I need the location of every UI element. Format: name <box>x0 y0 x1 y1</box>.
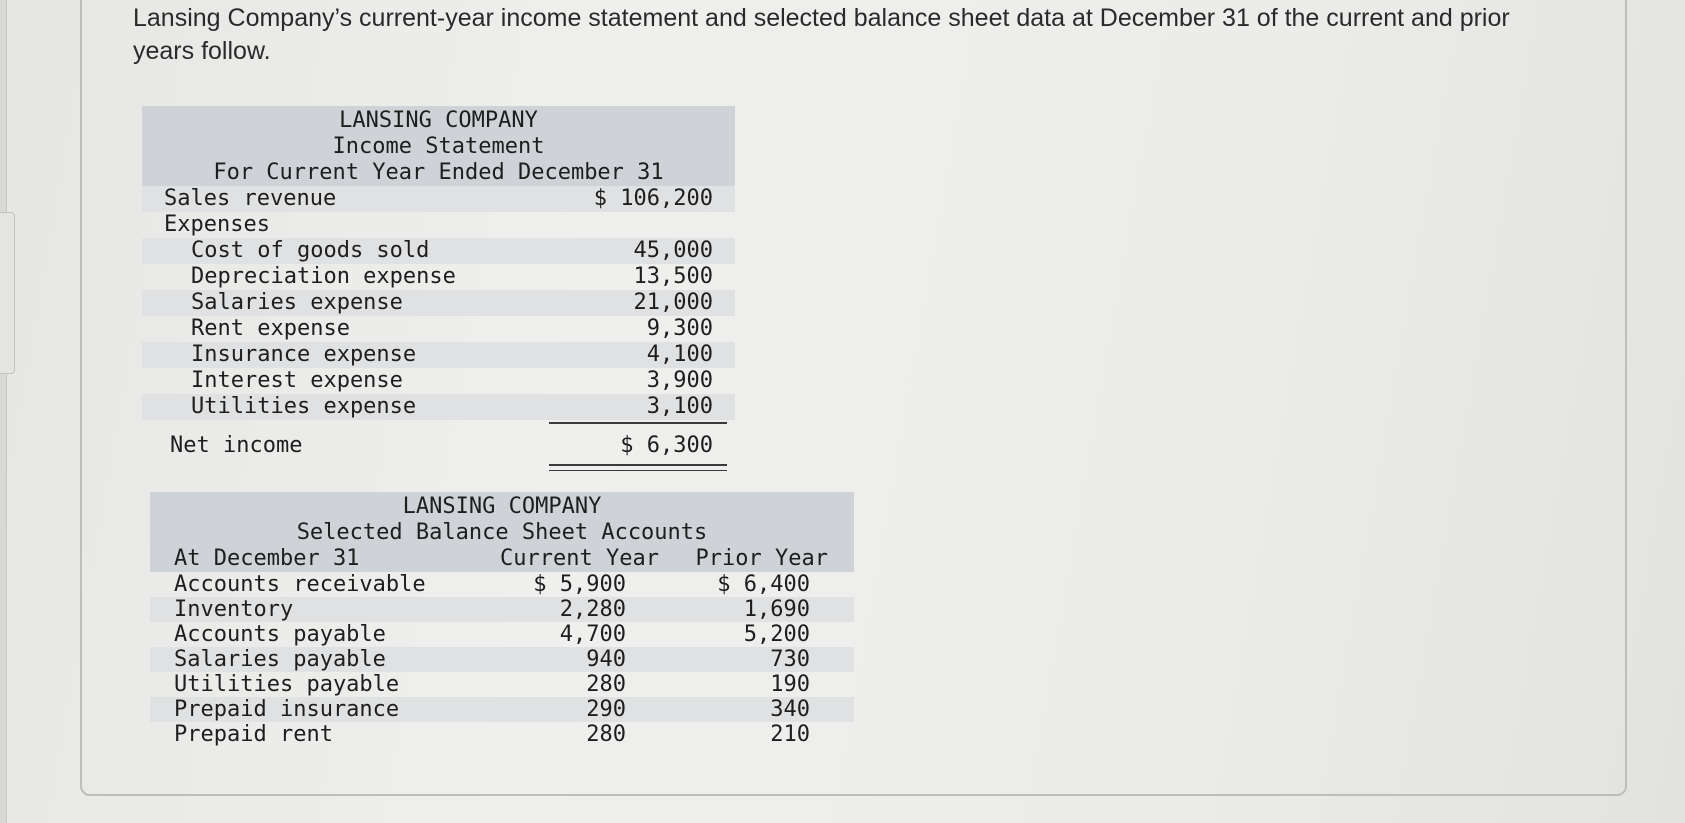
income-statement-title: Income Statement <box>332 134 545 159</box>
balance-sheet-row <box>150 597 854 622</box>
income-statement-table <box>142 106 735 470</box>
balance-sheet-header <box>150 492 854 546</box>
prior-year-value: 340 <box>770 697 810 722</box>
intro-text: Lansing Company’s current-year income statement and selected balance sheet data at December 31 of the current and prior years follow. <box>133 4 1510 65</box>
prior-year-value: 190 <box>770 672 810 697</box>
col-header-prior-year: Prior Year <box>695 546 828 571</box>
col-header-date: At December 31 <box>174 546 360 571</box>
expense-label: Cost of goods sold <box>191 238 430 263</box>
prior-year-value: 1,690 <box>743 597 810 622</box>
current-year-value: 280 <box>586 672 626 697</box>
current-year-value: 2,280 <box>559 597 626 622</box>
account-label: Utilities payable <box>174 672 400 697</box>
left-side-tab <box>0 212 15 374</box>
expense-row <box>142 238 735 264</box>
expense-row <box>142 316 735 342</box>
total-rule-row <box>142 464 735 470</box>
expense-row <box>142 394 735 420</box>
current-year-value: $ 5,900 <box>533 572 626 597</box>
expense-value: 3,100 <box>646 394 713 419</box>
prior-year-value: 5,200 <box>743 622 810 647</box>
account-label: Accounts payable <box>174 622 386 647</box>
balance-sheet-table <box>150 492 854 747</box>
subtotal-rule <box>549 422 727 424</box>
expense-row <box>142 368 735 394</box>
current-year-value: 940 <box>586 647 626 672</box>
expense-row <box>142 264 735 290</box>
balance-sheet-row <box>150 647 854 672</box>
balance-sheet-row <box>150 697 854 722</box>
balance-sheet-title: Selected Balance Sheet Accounts <box>296 520 708 545</box>
expense-label: Depreciation expense <box>191 264 456 289</box>
account-label: Prepaid insurance <box>174 697 400 722</box>
prior-year-value: $ 6,400 <box>717 572 810 597</box>
left-edge <box>0 0 7 823</box>
current-year-value: 4,700 <box>559 622 626 647</box>
expense-label: Interest expense <box>191 368 403 393</box>
sales-revenue-row <box>142 186 735 212</box>
expense-value: 3,900 <box>646 368 713 393</box>
account-label: Salaries payable <box>174 647 386 672</box>
income-statement-company: LANSING COMPANY <box>339 108 538 133</box>
expense-value: 21,000 <box>633 290 713 315</box>
expense-value: 45,000 <box>633 238 713 263</box>
expenses-label: Expenses <box>164 212 270 237</box>
balance-sheet-column-headers <box>150 546 854 572</box>
total-double-rule <box>549 464 727 471</box>
expense-label: Salaries expense <box>191 290 403 315</box>
expense-label: Rent expense <box>191 316 350 341</box>
account-label: Accounts receivable <box>174 572 426 597</box>
subtotal-rule-row <box>142 420 735 428</box>
net-income-value: $ 6,300 <box>620 433 713 458</box>
income-statement-header <box>142 106 735 186</box>
expense-row <box>142 290 735 316</box>
expense-label: Insurance expense <box>191 342 417 367</box>
expense-value: 9,300 <box>646 316 713 341</box>
balance-sheet-row <box>150 622 854 647</box>
balance-sheet-row <box>150 672 854 697</box>
sales-revenue-value: $ 106,200 <box>593 186 713 211</box>
account-label: Prepaid rent <box>174 722 333 747</box>
prior-year-value: 210 <box>770 722 810 747</box>
net-income-row <box>142 428 735 464</box>
expense-label: Utilities expense <box>191 394 417 419</box>
net-income-label: Net income <box>170 433 303 458</box>
balance-sheet-company: LANSING COMPANY <box>402 494 602 519</box>
expense-value: 4,100 <box>646 342 713 367</box>
expense-value: 13,500 <box>633 264 713 289</box>
prior-year-value: 730 <box>770 647 810 672</box>
expenses-heading-row <box>142 212 735 238</box>
current-year-value: 280 <box>586 722 626 747</box>
col-header-current-year: Current Year <box>500 546 659 571</box>
account-label: Inventory <box>174 597 294 622</box>
balance-sheet-row <box>150 722 854 747</box>
expense-row <box>142 342 735 368</box>
income-statement-period: For Current Year Ended December 31 <box>213 160 664 185</box>
balance-sheet-row <box>150 572 854 597</box>
current-year-value: 290 <box>586 697 626 722</box>
sales-revenue-label: Sales revenue <box>164 186 337 211</box>
